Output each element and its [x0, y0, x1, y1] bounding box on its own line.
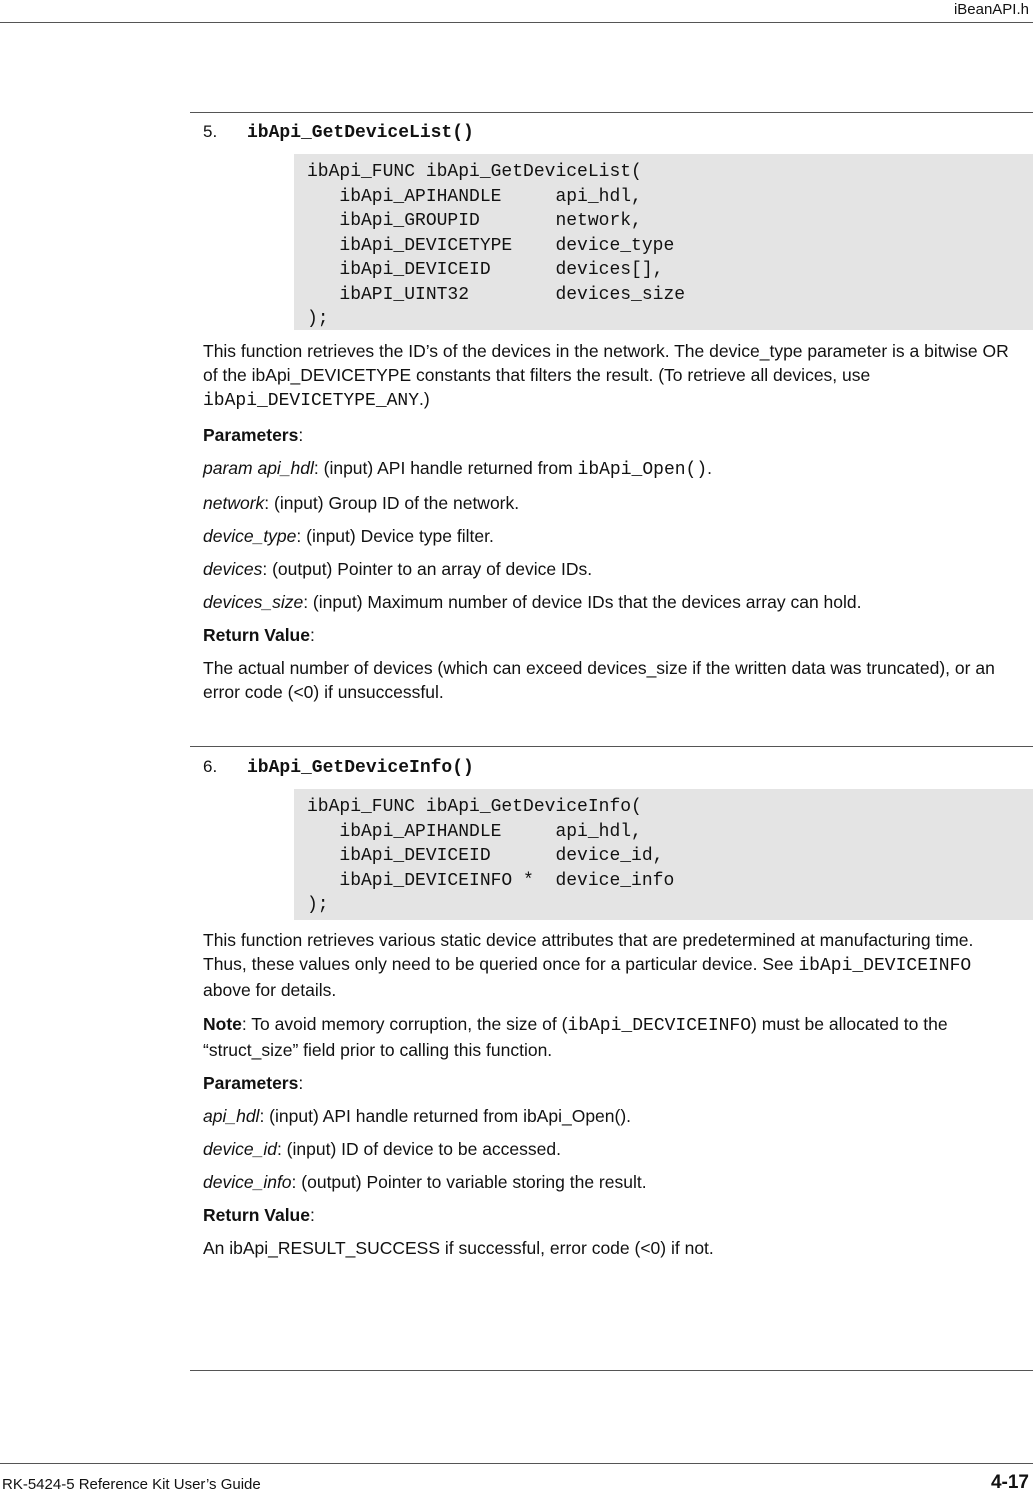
param-text: : (input) Device type filter. — [296, 526, 494, 546]
desc-code: ibApi_DEVICEINFO — [798, 956, 972, 976]
section-5-return-heading: Return Value: — [203, 625, 315, 645]
return-label: Return Value — [203, 625, 310, 645]
header-rule — [0, 22, 1033, 23]
section-6-rule — [190, 746, 1033, 747]
section-6-description — [203, 928, 1021, 1002]
desc-text: This function retrieves various static device attributes that are predetermined at manufacturing time. Thus, these values only need to be queried once for a particular device. See — [203, 930, 974, 974]
footer-page-number: 4-17 — [990, 1472, 1029, 1493]
section-5-params-heading: Parameters: — [203, 425, 304, 445]
note-label: Note — [203, 1014, 242, 1034]
content-end-rule — [190, 1370, 1033, 1371]
param-name: device_id — [203, 1139, 277, 1159]
section-6-number: 6. — [203, 757, 218, 776]
param-item — [203, 1137, 1021, 1161]
section-5-number: 5. — [203, 122, 218, 141]
param-name: network — [203, 493, 265, 513]
param-text: : (input) ID of device to be accessed. — [276, 1139, 561, 1159]
section-5-code-block: ibApi_FUNC ibApi_GetDeviceList( ibApi_APIHANDLE api_hdl, ibApi_GROUPID network, ibApi_DEVICETYPE device_type ibApi_DEVICEID devices[], ibAPI_UINT32 devices_size ); — [294, 154, 1033, 330]
section-6-function-name: ibApi_GetDeviceInfo() — [247, 758, 474, 778]
section-6-body — [203, 928, 1021, 1260]
section-6-params-heading: Parameters: — [203, 1073, 304, 1093]
footer-rule — [0, 1463, 1033, 1464]
return-label: Return Value — [203, 1205, 310, 1225]
footer-document-title: RK-5424-5 Reference Kit User’s Guide — [2, 1476, 261, 1493]
param-item — [203, 590, 1021, 614]
param-text: : (input) Group ID of the network. — [264, 493, 520, 513]
section-6-note — [203, 1012, 1021, 1062]
section-6-return-text: An ibApi_RESULT_SUCCESS if successful, error code (<0) if not. — [203, 1238, 714, 1258]
param-item — [203, 491, 1021, 515]
section-6-code-block: ibApi_FUNC ibApi_GetDeviceInfo( ibApi_APIHANDLE api_hdl, ibApi_DEVICEID device_id, ibApi_DEVICEINFO * device_info ); — [294, 789, 1033, 920]
param-text: : (input) API handle returned from ibApi_Open(). — [259, 1106, 632, 1126]
param-text: : (output) Pointer to an array of device IDs. — [262, 559, 593, 579]
param-text: : (input) API handle returned from — [313, 458, 578, 478]
param-item — [203, 456, 1021, 482]
param-item — [203, 1104, 1021, 1128]
param-text: : (input) Maximum number of device IDs that the devices array can hold. — [303, 592, 862, 612]
desc-text: .) — [419, 389, 430, 409]
note-code: ibApi_DECVICEINFO — [567, 1016, 752, 1036]
section-5-return-text: The actual number of devices (which can exceed devices_size if the written data was truncated), or an error code (<0) if unsuccessful. — [203, 658, 995, 702]
params-label: Parameters — [203, 1073, 299, 1093]
param-item — [203, 1170, 1021, 1194]
section-5-function-name: ibApi_GetDeviceList() — [247, 123, 474, 143]
param-name: api_hdl — [203, 1106, 260, 1126]
param-name: devices — [203, 559, 263, 579]
section-5-rule — [190, 112, 1033, 113]
param-text: : (output) Pointer to variable storing the result. — [291, 1172, 647, 1192]
param-item — [203, 557, 1021, 581]
section-5-body — [203, 339, 1021, 704]
params-label: Parameters — [203, 425, 299, 445]
param-text: . — [707, 458, 713, 478]
desc-code: ibApi_DEVICETYPE_ANY — [203, 391, 420, 411]
section-6-heading — [203, 756, 474, 779]
param-item — [203, 524, 1021, 548]
param-name: param api_hdl — [203, 458, 314, 478]
running-header-title: iBeanAPI.h — [953, 1, 1029, 18]
param-code: ibApi_Open() — [577, 460, 708, 480]
section-6-return-heading: Return Value: — [203, 1205, 315, 1225]
param-name: devices_size — [203, 592, 304, 612]
note-text: : To avoid memory corruption, the size of ( — [241, 1014, 568, 1034]
section-5-description — [203, 339, 1021, 413]
desc-text: above for details. — [203, 980, 337, 1000]
param-name: device_type — [203, 526, 297, 546]
section-5-heading — [203, 121, 474, 144]
param-name: device_info — [203, 1172, 292, 1192]
note-text: ) must be allocated to the “struct_size” field prior to calling this function. — [203, 1014, 948, 1060]
desc-text: This function retrieves the ID’s of the devices in the network. The device_type parameter is a bitwise OR of the ibApi_DEVICETYPE constants that filters the result. (To retrieve all devices, use — [203, 341, 1009, 385]
